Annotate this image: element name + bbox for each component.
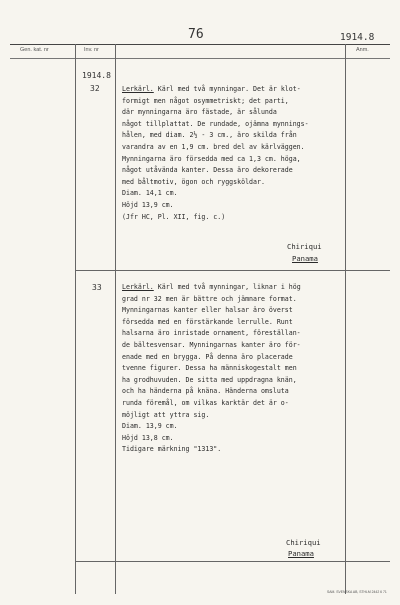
column-divider-2 bbox=[115, 44, 116, 594]
entry-year: 1914.8 bbox=[82, 71, 111, 80]
entry-line: Lerkärl. Kärl med två mynningar, liknar i hög bbox=[122, 283, 301, 291]
entry-line: Diam. 13,9 cm. bbox=[122, 422, 178, 431]
entry-line: formigt men något osymmetriskt; det parti, bbox=[122, 96, 289, 105]
printer-footer: SAM. SVENSKA AB, STHLM 2442 6 71 bbox=[327, 590, 387, 594]
entry-line: runda föremål, om vilkas karktär det är o- bbox=[122, 398, 289, 407]
entry-line: Höjd 13,9 cm. bbox=[122, 200, 174, 209]
entry-line: något utåvända kanter. Dessa äro dekorerade bbox=[122, 166, 293, 175]
entry-line: ha grodhuvuden. De sitta med uppdragna knän, bbox=[122, 375, 297, 384]
entry-line: Höjd 13,8 cm. bbox=[122, 433, 174, 442]
entry-line: Diam. 14,1 cm. bbox=[122, 189, 178, 198]
page-number: 76 bbox=[188, 27, 204, 42]
entry-line: hålen, med diam. 2½ - 3 cm., äro skilda från bbox=[122, 131, 297, 140]
entry-number: 32 bbox=[90, 84, 100, 93]
column-header-inv-nr: Inv. nr bbox=[84, 47, 99, 53]
entry-separator bbox=[75, 270, 390, 271]
entry-line: enade med en brygga. På denna äro placerade bbox=[122, 352, 293, 361]
entry-line: (Jfr HC, Pl. XII, fig. c.) bbox=[122, 212, 226, 221]
header-rule-bottom bbox=[10, 58, 390, 59]
entry-line: tvenne figurer. Dessa ha människogestalt men bbox=[122, 364, 297, 373]
entry-line: Mynningarnas kanter eller halsar äro överst bbox=[122, 306, 293, 315]
entry-line: där mynningarna äro fästade, är sålunda bbox=[122, 108, 277, 117]
entry-separator bbox=[75, 561, 390, 562]
column-divider-1 bbox=[75, 44, 76, 594]
entry-title: Lerkärl. bbox=[122, 283, 154, 291]
entry-line: Lerkärl. Kärl med två mynningar. Det är klot- bbox=[122, 85, 301, 93]
entry-country: Panama bbox=[292, 254, 318, 263]
entry-line: halsarna äro inristade ornament, föreställan- bbox=[122, 329, 301, 338]
entry-line: och ha händerna på knäna. Händerna omsluta bbox=[122, 387, 289, 396]
entry-line: Tidigare märkning "1313". bbox=[122, 445, 222, 454]
entry-place: Chiriqui bbox=[287, 242, 322, 251]
entry-text bbox=[122, 282, 350, 456]
column-header-anm: Anm. bbox=[356, 47, 369, 53]
entry-line: grad nr 32 men är bättre och jämnare format. bbox=[122, 294, 297, 303]
entry-line: med båltmotiv, ögon och ryggsköldar. bbox=[122, 177, 265, 186]
entry-title: Lerkärl. bbox=[122, 85, 154, 93]
entry-line: varandra av en 1,9 cm. bred del av kärlväggen. bbox=[122, 142, 305, 151]
entry-text bbox=[122, 84, 350, 223]
header-year: 1914.8 bbox=[340, 32, 375, 43]
entry-number: 33 bbox=[92, 283, 102, 292]
entry-line: något tillplattat. De rundade, ojämna mynnings- bbox=[122, 119, 309, 128]
entry-line: de bältesvensar. Mynningarnas kanter äro för- bbox=[122, 340, 301, 349]
entry-line: Mynningarna äro försedda med ca 1,3 cm. höga, bbox=[122, 154, 301, 163]
entry-country: Panama bbox=[288, 549, 314, 558]
header-rule-top bbox=[10, 44, 390, 45]
entry-line: försedda med en förstärkande lerrulle. Runt bbox=[122, 317, 293, 326]
entry-line: möjligt att yttra sig. bbox=[122, 410, 210, 419]
entry-place: Chiriqui bbox=[286, 538, 321, 547]
column-header-gen-kat-nr: Gen. kat. nr bbox=[20, 47, 49, 53]
